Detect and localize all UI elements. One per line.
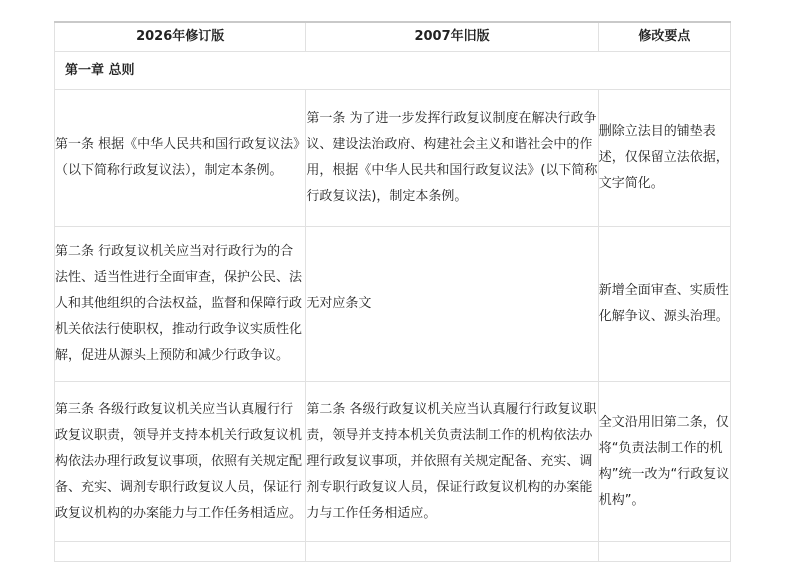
new-article-text: 第一条 根据《中华人民共和国行政复议法》（以下简称行政复议法），制定本条例。 xyxy=(55,137,300,178)
old-article-cell xyxy=(306,382,598,542)
revision-note-text: 新增全面审查、实质性化解争议、源头治理。 xyxy=(598,283,729,324)
table-header-row xyxy=(55,22,731,52)
new-article-cell xyxy=(55,382,306,542)
old-article-text: 无对应条文 xyxy=(306,296,372,311)
revision-note-cell xyxy=(598,382,730,542)
table-row xyxy=(55,90,731,227)
revision-note-cell xyxy=(598,90,730,227)
table-row-partial xyxy=(55,542,731,562)
empty-cell xyxy=(598,542,730,562)
new-article-text: 第二条 行政复议机关应当对行政行为的合法性、适当性进行全面审查，保护公民、法人和其他组织的合法权益，监督和保障行政机关依法行使职权，推动行政争议实质性化解，促进从源头上预防和减少行政争议。 xyxy=(55,244,303,363)
revision-note-cell xyxy=(598,227,730,382)
old-article-text: 第一条 为了进一步发挥行政复议制度在解决行政争议、建设法治政府、构建社会主义和谐社会中的作用，根据《中华人民共和国行政复议法》(以下简称行政复议法)，制定本条例。 xyxy=(306,111,598,204)
chapter-title: 第一章 总则 xyxy=(55,52,731,90)
table-row xyxy=(55,227,731,382)
header-2026-version: 2026年修订版 xyxy=(55,22,306,52)
new-article-cell xyxy=(55,227,306,382)
new-article-text: 第三条 各级行政复议机关应当认真履行行政复议职责，领导并支持本机关行政复议机构依法办理行政复议事项，依照有关规定配备、充实、调剂专职行政复议人员，保证行政复议机构的办案能力与工作任务相适应。 xyxy=(55,401,303,521)
empty-cell xyxy=(55,542,306,562)
header-2007-version: 2007年旧版 xyxy=(306,22,598,52)
empty-cell xyxy=(306,542,598,562)
chapter-row xyxy=(55,52,731,90)
header-revision-points: 修改要点 xyxy=(598,22,730,52)
new-article-cell xyxy=(55,90,306,227)
old-article-text: 第二条 各级行政复议机关应当认真履行行政复议职责，领导并支持本机关负责法制工作的机构依法办理行政复议事项，并依照有关规定配备、充实、调剂专职行政复议人员，保证行政复议机构的办案能力与工作任务相适应。 xyxy=(306,401,597,521)
table-row xyxy=(55,382,731,542)
comparison-table xyxy=(54,21,731,562)
revision-note-text: 删除立法目的铺垫表述，仅保留立法依据，文字简化。 xyxy=(598,124,729,191)
old-article-cell xyxy=(306,90,598,227)
revision-note-text: 全文沿用旧第二条，仅将“负责法制工作的机构”统一改为“行政复议机构”。 xyxy=(598,414,730,508)
old-article-cell xyxy=(306,227,598,382)
